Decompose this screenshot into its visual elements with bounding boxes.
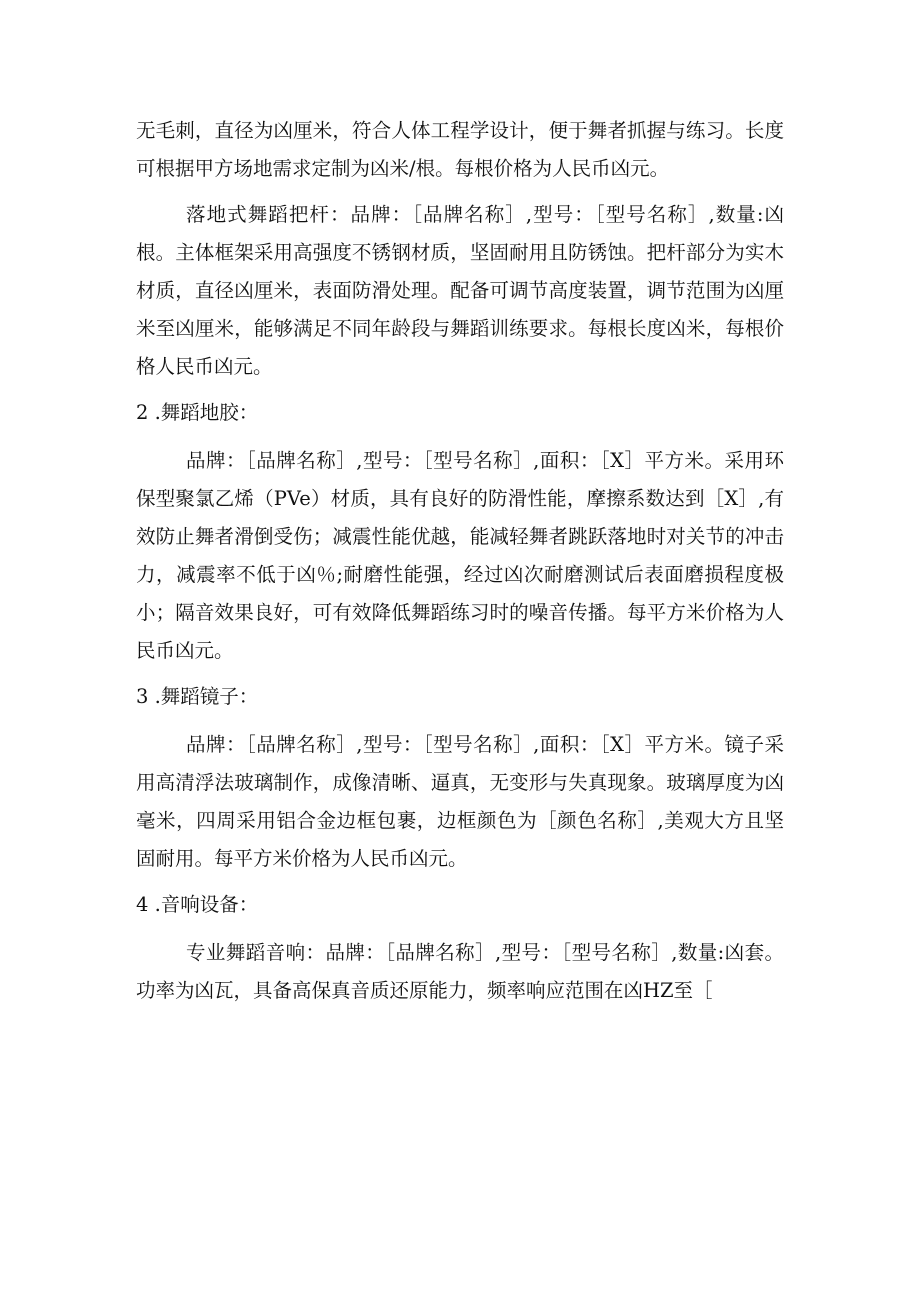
section-heading-audio-equipment: 4 .音响设备：	[136, 893, 259, 916]
paragraph-ballet-barre-continued: 无毛刺，直径为凶厘米，符合人体工程学设计，便于舞者抓握与练习。长度可根据甲方场地需求定制为凶米/根。每根价格为人民币凶元。	[136, 119, 784, 180]
section-heading-dance-floor: 2 .舞蹈地胶：	[136, 401, 259, 424]
paragraph-dance-floor: 品牌：［品牌名称］,型号：［型号名称］,面积：［X］平方米。采用环保型聚氯乙烯（PVe）材质，具有良好的防滑性能，摩擦系数达到［X］,有效防止舞者滑倒受伤；减震性能优越，能减轻舞者跳跃落地时对关节的冲击力，减震率不低于凶％;耐磨性能强，经过凶次耐磨测试后表面磨损程度极小；隔音效果良好，可有效降低舞蹈练习时的噪音传播。每平方米价格为人民币凶元。	[136, 449, 784, 662]
document-body	[136, 112, 784, 1018]
section-heading-dance-mirror: 3 .舞蹈镜子：	[136, 685, 259, 708]
paragraph-audio-equipment: 专业舞蹈音响：品牌：［品牌名称］,型号：［型号名称］,数量:凶套。功率为凶瓦，具备高保真音质还原能力，频率响应范围在凶HZ至［	[136, 941, 784, 1002]
paragraph-dance-mirror: 品牌：［品牌名称］,型号：［型号名称］,面积：［X］平方米。镜子采用高清浮法玻璃制作，成像清晰、逼真，无变形与失真现象。玻璃厚度为凶毫米，四周采用铝合金边框包裹，边框颜色为［颜色名称］,美观大方且坚固耐用。每平方米价格为人民币凶元。	[136, 733, 784, 870]
paragraph-floor-standing-barre: 落地式舞蹈把杆：品牌：［品牌名称］,型号：［型号名称］,数量:凶根。主体框架采用高强度不锈钢材质，坚固耐用且防锈蚀。把杆部分为实木材质，直径凶厘米，表面防滑处理。配备可调节高度装置，调节范围为凶厘米至凶厘米，能够满足不同年龄段与舞蹈训练要求。每根长度凶米，每根价格人民币凶元。	[136, 203, 784, 378]
